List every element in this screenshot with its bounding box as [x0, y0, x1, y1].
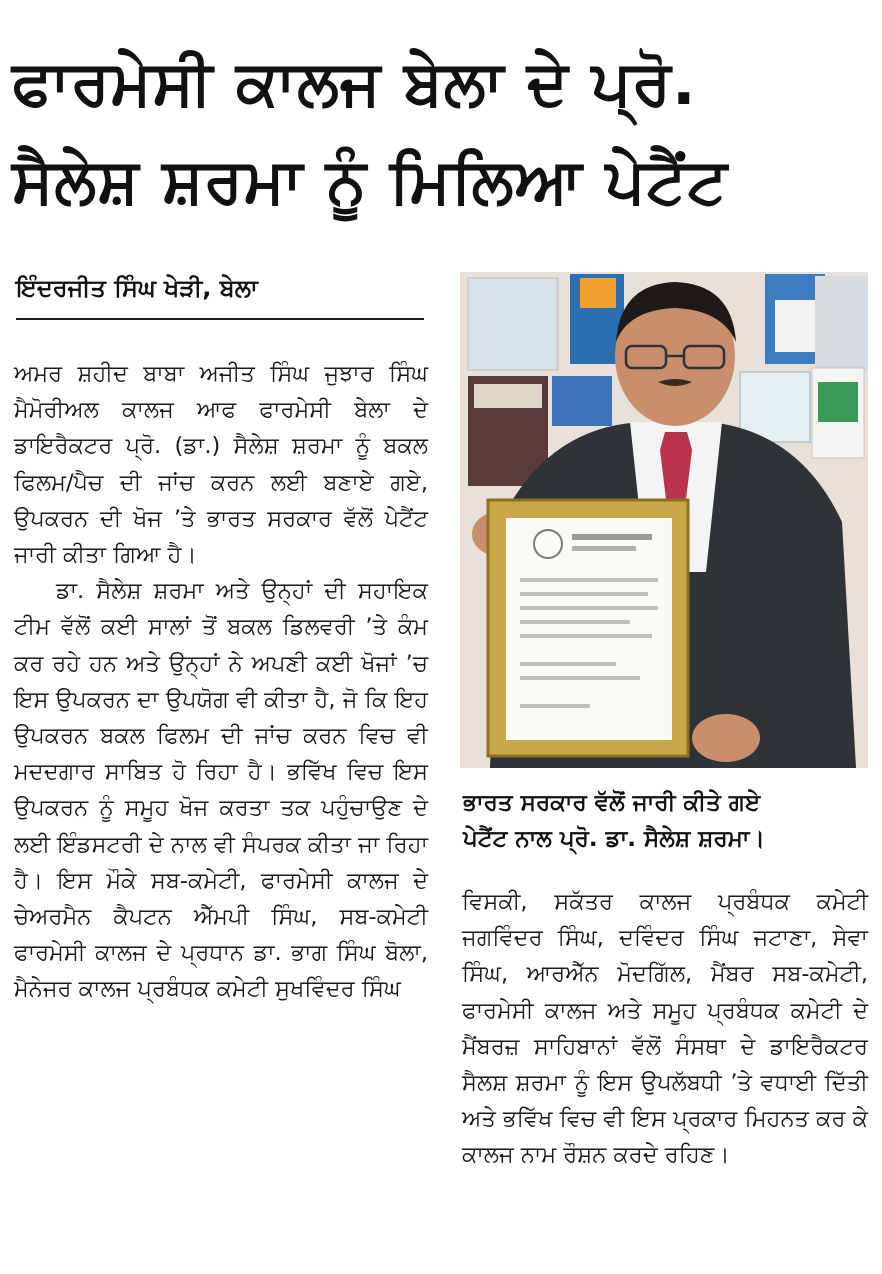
- headline-line-2: ਸੈਲੇਸ਼ ਸ਼ਰਮਾ ਨੂੰ ਮਿਲਿਆ ਪੇਟੈਂਟ: [12, 144, 728, 217]
- article-body-left-column: [14, 356, 428, 1008]
- article-paragraph-1: ਅਮਰ ਸ਼ਹੀਦ ਬਾਬਾ ਅਜੀਤ ਸਿੰਘ ਜੁਝਾਰ ਸਿੰਘ ਮੈਮੋਰੀਅਲ ਕਾਲਜ ਆਫ ਫਾਰਮੇਸੀ ਬੇਲਾ ਦੇ ਡਾਇਰੈਕਟਰ ਪ੍ਰੋ. (ਡਾ.) ਸੈਲੇਸ਼ ਸ਼ਰਮਾ ਨੂੰ ਬਕਲ ਫਿਲਮ/ਪੈਚ ਦੀ ਜਾਂਚ ਕਰਨ ਲਈ ਬਣਾਏ ਗਏ, ਉਪਕਰਨ ਦੀ ਖੋਜ ’ਤੇ ਭਾਰਤ ਸਰਕਾਰ ਵੱਲੋਂ ਪੇਟੈਂਟ ਜਾਰੀ ਕੀਤਾ ਗਿਆ ਹੈ।: [14, 361, 428, 569]
- article-paragraph-3: ਵਿਸਕੀ, ਸਕੱਤਰ ਕਾਲਜ ਪ੍ਰਬੰਧਕ ਕਮੇਟੀ ਜਗਵਿੰਦਰ ਸਿੰਘ, ਦਵਿੰਦਰ ਸਿੰਘ ਜਟਾਣਾ, ਸੇਵਾ ਸਿੰਘ, ਆਰਐੱਨ ਮੋਦਗਿੱਲ, ਮੈਂਬਰ ਸਬ-ਕਮੇਟੀ, ਫਾਰਮੇਸੀ ਕਾਲਜ ਅਤੇ ਸਮੂਹ ਪ੍ਰਬੰਧਕ ਕਮੇਟੀ ਦੇ ਮੈਂਬਰਜ਼ ਸਾਹਿਬਾਨਾਂ ਵੱਲੋਂ ਸੰਸਥਾ ਦੇ ਡਾਇਰੈਕਟਰ ਸੈਲਸ਼ ਸ਼ਰਮਾ ਨੂੰ ਇਸ ਉਪਲੱਬਧੀ ’ਤੇ ਵਧਾਈ ਦਿੱਤੀ ਅਤੇ ਭਵਿੱਖ ਵਿਚ ਵੀ ਇਸ ਪ੍ਰਕਾਰ ਮਿਹਨਤ ਕਰ ਕੇ ਕਾਲਜ ਨਾਮ ਰੌਸ਼ਨ ਕਰਦੇ ਰਹਿਣ।: [462, 889, 868, 1169]
- byline: ਇੰਦਰਜੀਤ ਸਿੰਘ ਖੇੜੀ, ਬੇਲਾ: [16, 274, 258, 302]
- byline-divider: [16, 318, 424, 320]
- photo-caption: [463, 785, 869, 857]
- article-paragraph-2: ਡਾ. ਸੈਲੇਸ਼ ਸ਼ਰਮਾ ਅਤੇ ਉਨ੍ਹਾਂ ਦੀ ਸਹਾਇਕ ਟੀਮ ਵੱਲੋਂ ਕਈ ਸਾਲਾਂ ਤੋਂ ਬਕਲ ਡਿਲਵਰੀ ’ਤੇ ਕੰਮ ਕਰ ਰਹੇ ਹਨ ਅਤੇ ਉਨ੍ਹਾਂ ਨੇ ਅਪਣੀ ਕਈ ਖੋਜਾਂ ’ਚ ਇਸ ਉਪਕਰਨ ਦਾ ਉਪਯੋਗ ਵੀ ਕੀਤਾ ਹੈ, ਜੋ ਕਿ ਇਹ ਉਪਕਰਨ ਬਕਲ ਫਿਲਮ ਦੀ ਜਾਂਚ ਕਰਨ ਵਿਚ ਵੀ ਮਦਦਗਾਰ ਸਾਬਿਤ ਹੋ ਰਿਹਾ ਹੈ। ਭਵਿੱਖ ਵਿਚ ਇਸ ਉਪਕਰਨ ਨੂੰ ਸਮੂਹ ਖੋਜ ਕਰਤਾ ਤਕ ਪਹੁੰਚਾਉਣ ਦੇ ਲਈ ਇੰਡਸਟਰੀ ਦੇ ਨਾਲ ਵੀ ਸੰਪਰਕ ਕੀਤਾ ਜਾ ਰਿਹਾ ਹੈ। ਇਸ ਮੌਕੇ ਸਬ-ਕਮੇਟੀ, ਫਾਰਮੇਸੀ ਕਾਲਜ ਦੇ ਚੇਅਰਮੈਨ ਕੈਪਟਨ ਐੱਮਪੀ ਸਿੰਘ, ਸਬ-ਕਮੇਟੀ ਫਾਰਮੇਸੀ ਕਾਲਜ ਦੇ ਪ੍ਰਧਾਨ ਡਾ. ਭਾਗ ਸਿੰਘ ਬੋਲਾ, ਮੈਨੇਜਰ ਕਾਲਜ ਪ੍ਰਬੰਧਕ ਕਮੇਟੀ ਸੁਖਵਿੰਦਰ ਸਿੰਘ: [14, 578, 428, 1003]
- headline: [12, 34, 874, 230]
- news-photo: [460, 272, 868, 768]
- photo-illustration: [460, 272, 868, 768]
- photo-caption-line-2: ਪੇਟੈਂਟ ਨਾਲ ਪ੍ਰੋ. ਡਾ. ਸੈਲੇਸ਼ ਸ਼ਰਮਾ।: [463, 826, 765, 852]
- photo-caption-line-1: ਭਾਰਤ ਸਰਕਾਰ ਵੱਲੋਂ ਜਾਰੀ ਕੀਤੇ ਗਏ: [463, 790, 761, 816]
- headline-line-1: ਫਾਰਮੇਸੀ ਕਾਲਜ ਬੇਲਾ ਦੇ ਪ੍ਰੋ.: [12, 46, 697, 119]
- article-body-right-column: [462, 884, 868, 1174]
